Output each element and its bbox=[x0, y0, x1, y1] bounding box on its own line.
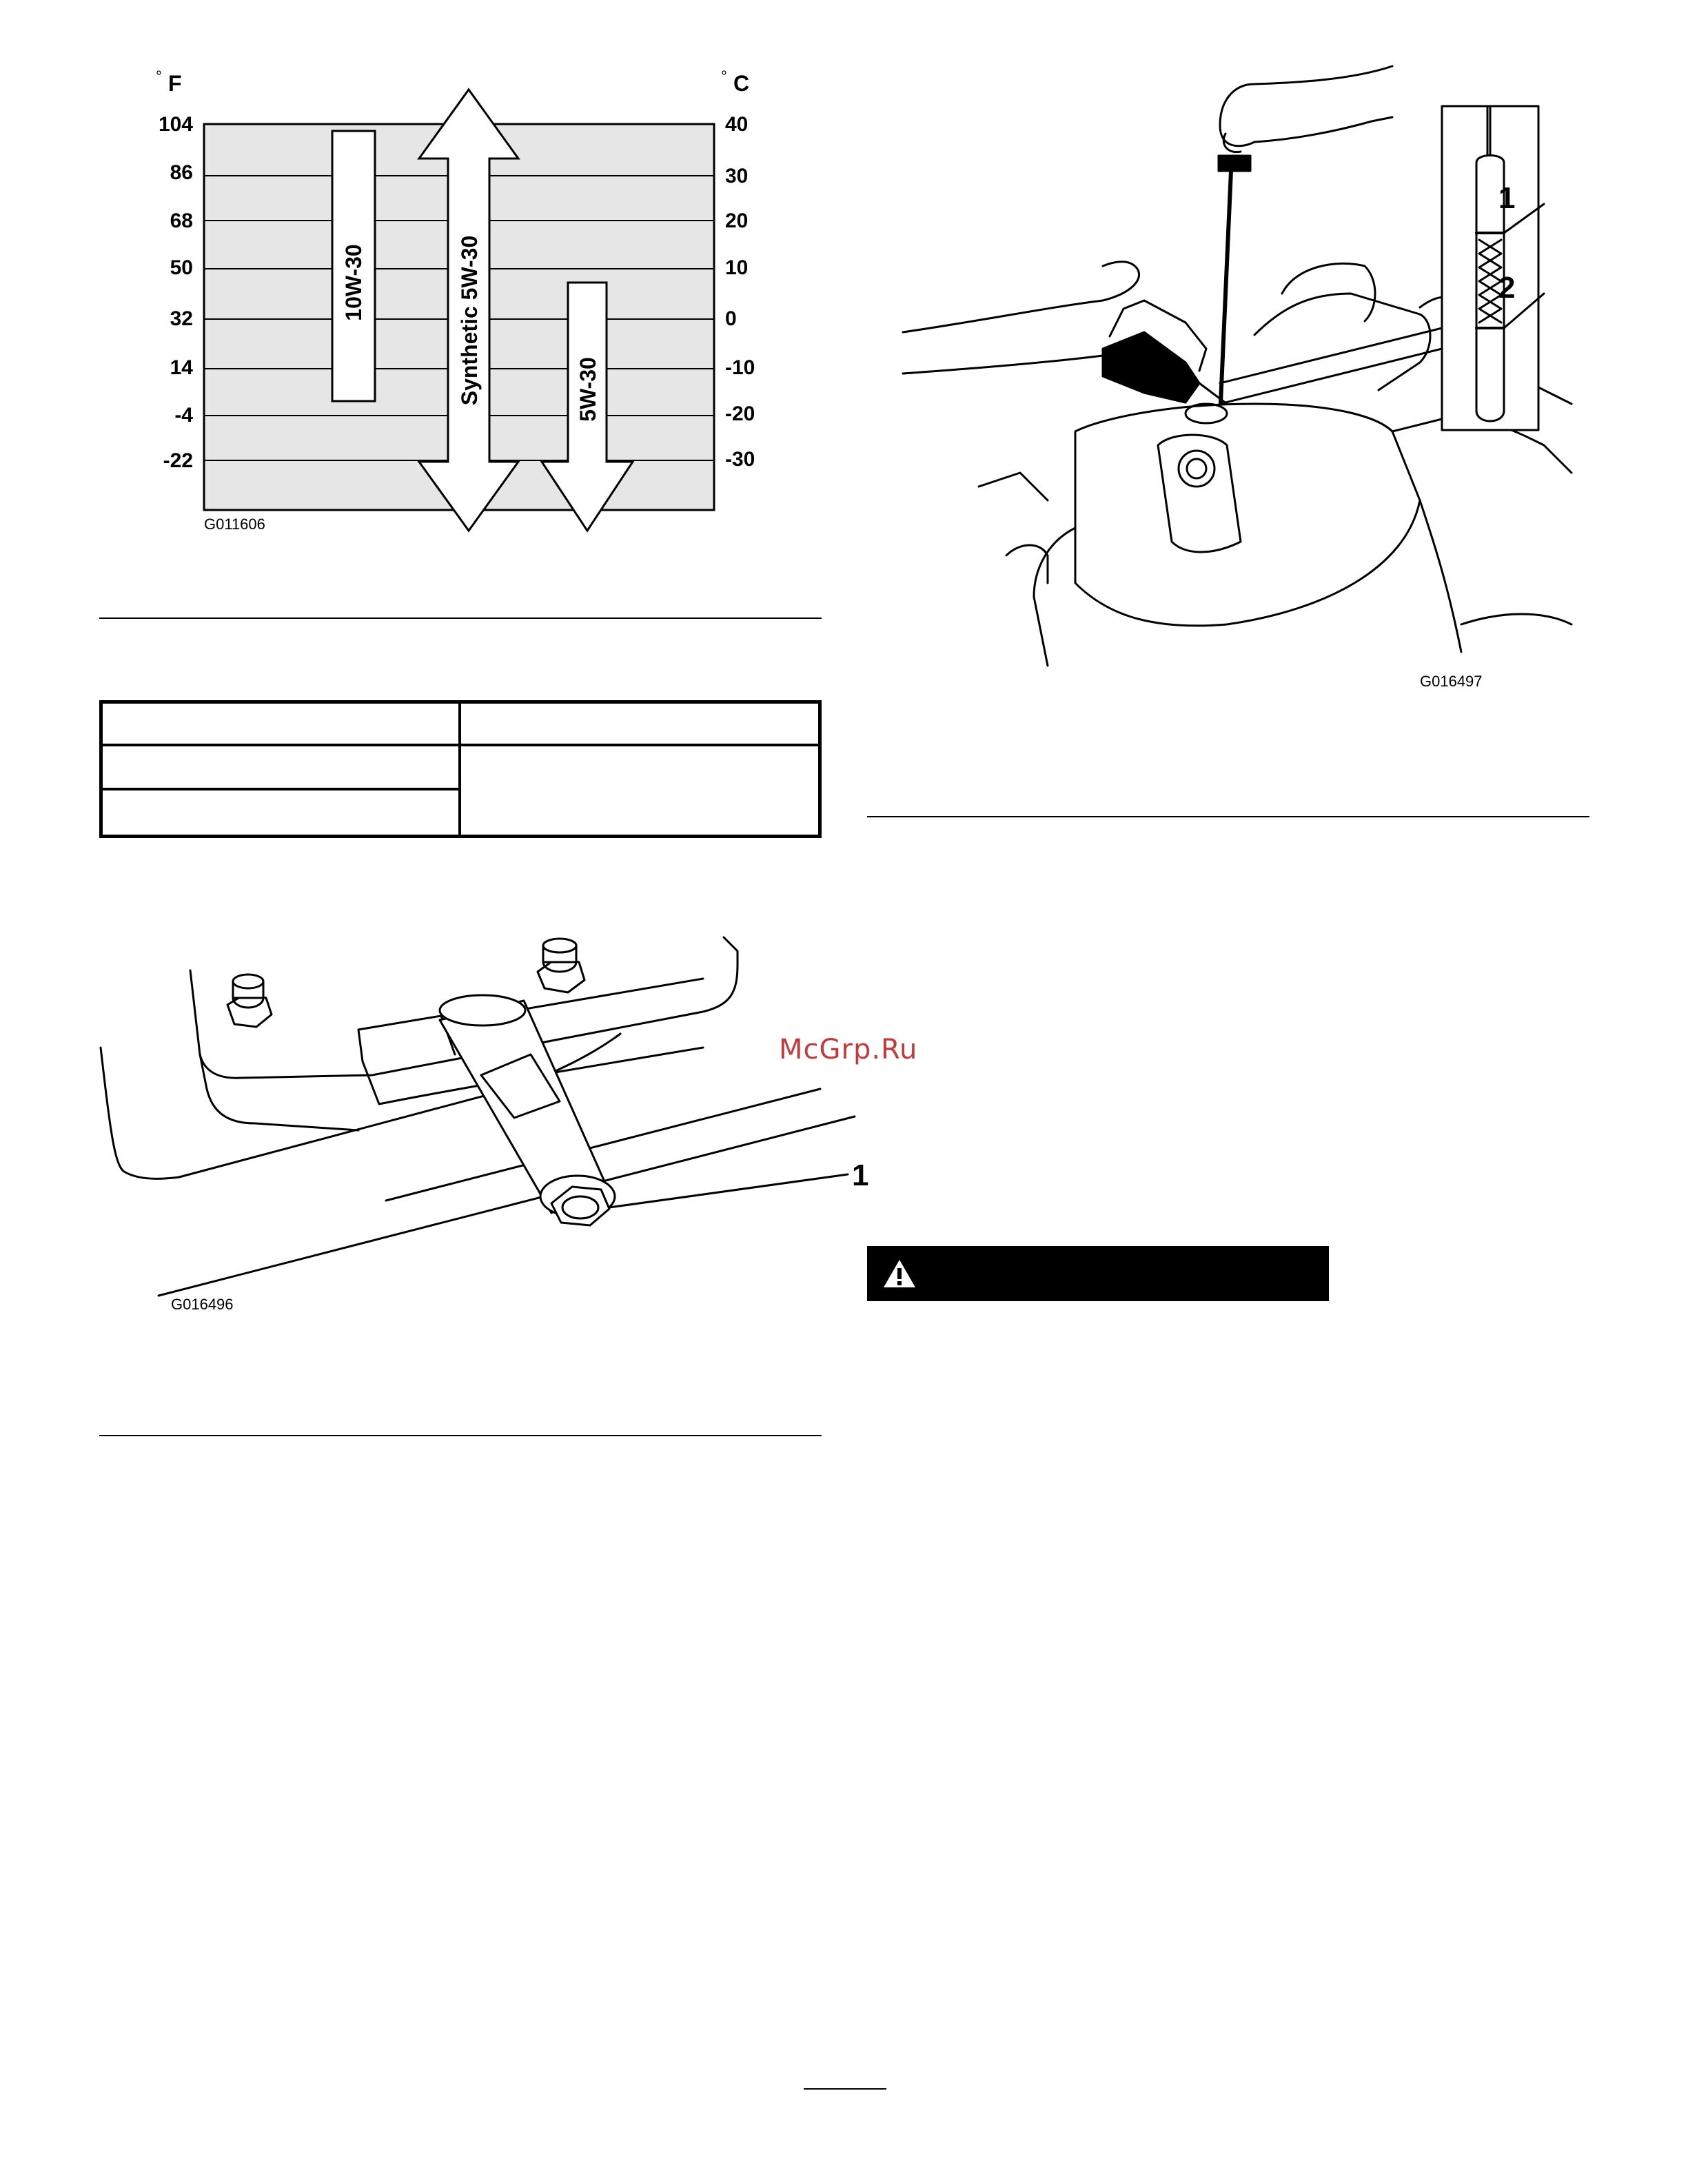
bolt-right bbox=[538, 939, 584, 992]
section-rule bbox=[867, 816, 1589, 817]
f-tick: 104 bbox=[158, 113, 193, 136]
spec-table bbox=[99, 700, 822, 838]
callout-2: 2 bbox=[1498, 271, 1516, 305]
callout-1: 1 bbox=[1498, 181, 1516, 215]
callout-leader bbox=[609, 1174, 848, 1207]
unit-c-label: C bbox=[733, 71, 750, 96]
warning-banner bbox=[867, 1246, 1329, 1301]
f-tick: -4 bbox=[174, 404, 193, 427]
dipstick-cap bbox=[1219, 156, 1250, 171]
band-5w30-label: 5W-30 bbox=[576, 357, 600, 422]
dipstick-figure bbox=[896, 59, 1585, 707]
f-tick: 86 bbox=[170, 161, 193, 184]
c-tick: -30 bbox=[725, 448, 755, 471]
c-tick: 40 bbox=[725, 113, 749, 136]
bolt-left bbox=[227, 974, 272, 1027]
hand-top bbox=[1220, 66, 1392, 146]
section-rule bbox=[99, 618, 822, 619]
f-tick: 14 bbox=[170, 356, 193, 379]
figure-code: G011606 bbox=[204, 516, 265, 533]
c-tick: 0 bbox=[725, 307, 737, 330]
f-tick: 32 bbox=[170, 307, 193, 330]
band-10w30-label: 10W-30 bbox=[341, 244, 366, 321]
c-tick: 10 bbox=[725, 256, 749, 279]
table-row bbox=[103, 746, 458, 790]
hand-pouring bbox=[903, 262, 1139, 332]
unit-c-symbol: ° bbox=[721, 68, 727, 85]
section-rule bbox=[99, 1435, 822, 1436]
f-tick: 68 bbox=[170, 210, 193, 232]
drain-plug-figure bbox=[96, 923, 896, 1337]
warning-icon bbox=[882, 1258, 917, 1289]
figure-code: G016497 bbox=[1420, 673, 1483, 690]
f-tick: 50 bbox=[170, 256, 193, 279]
watermark: McGrp.Ru bbox=[779, 1034, 918, 1065]
f-tick: -22 bbox=[163, 449, 193, 472]
c-tick: 30 bbox=[725, 165, 749, 187]
oil-bottle bbox=[1103, 332, 1199, 402]
drain-tube bbox=[440, 995, 615, 1225]
callout-number: 1 bbox=[852, 1159, 869, 1192]
unit-f-label: F bbox=[168, 71, 182, 96]
c-tick: -20 bbox=[725, 402, 755, 425]
table-divider bbox=[458, 704, 461, 835]
figure-code: G016496 bbox=[171, 1296, 234, 1313]
oil-viscosity-chart bbox=[138, 55, 800, 551]
page-number-rule bbox=[804, 2088, 886, 2090]
c-tick: -10 bbox=[725, 356, 755, 379]
band-synthetic-label: Synthetic 5W-30 bbox=[457, 235, 482, 406]
c-tick: 20 bbox=[725, 210, 749, 232]
engine-housing bbox=[1075, 404, 1420, 626]
unit-f-symbol: ° bbox=[156, 68, 162, 85]
